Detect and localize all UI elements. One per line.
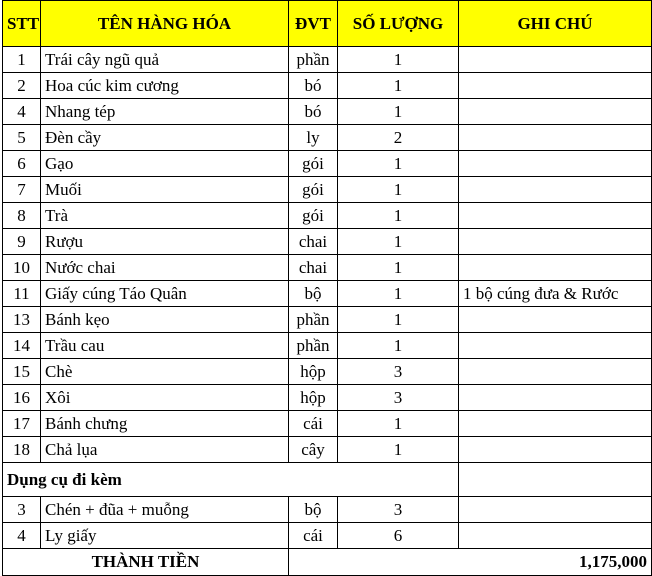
table-row [3, 73, 652, 99]
cell-unit[interactable]: phần [289, 47, 338, 73]
cell-unit[interactable]: bó [289, 99, 338, 125]
table-row [3, 333, 652, 359]
cell-unit[interactable]: ly [289, 125, 338, 151]
cell-note[interactable]: 1 bộ cúng đưa & Rước [459, 281, 652, 307]
cell-name[interactable]: Nước chai [41, 255, 289, 281]
cell-name[interactable]: Xôi [41, 385, 289, 411]
cell-stt[interactable]: 13 [3, 307, 41, 333]
cell-stt[interactable]: 6 [3, 151, 41, 177]
cell-note[interactable] [459, 47, 652, 73]
header-note[interactable]: GHI CHÚ [459, 1, 652, 47]
cell-qty[interactable]: 3 [338, 497, 459, 523]
cell-stt[interactable]: 10 [3, 255, 41, 281]
cell-unit[interactable]: phần [289, 307, 338, 333]
cell-name[interactable]: Đèn cầy [41, 125, 289, 151]
cell-qty[interactable]: 2 [338, 125, 459, 151]
section-label[interactable]: Dụng cụ đi kèm [3, 463, 459, 497]
cell-note[interactable] [459, 99, 652, 125]
header-row [3, 1, 652, 47]
cell-qty[interactable]: 1 [338, 411, 459, 437]
cell-stt[interactable]: 3 [3, 497, 41, 523]
cell-unit[interactable]: cái [289, 523, 338, 549]
cell-note[interactable] [459, 125, 652, 151]
cell-name[interactable]: Chả lụa [41, 437, 289, 463]
cell-name[interactable]: Gạo [41, 151, 289, 177]
cell-note[interactable] [459, 307, 652, 333]
cell-qty[interactable]: 1 [338, 47, 459, 73]
table-row [3, 523, 652, 549]
cell-unit[interactable]: chai [289, 255, 338, 281]
cell-name[interactable]: Chè [41, 359, 289, 385]
total-value[interactable]: 1,175,000 [289, 549, 652, 576]
cell-note[interactable] [459, 73, 652, 99]
cell-name[interactable]: Ly giấy [41, 523, 289, 549]
cell-stt[interactable]: 16 [3, 385, 41, 411]
cell-note[interactable] [459, 385, 652, 411]
cell-name[interactable]: Nhang tép [41, 99, 289, 125]
table-row [3, 307, 652, 333]
cell-note[interactable] [459, 255, 652, 281]
cell-unit[interactable]: bộ [289, 497, 338, 523]
table-row [3, 47, 652, 73]
table-row [3, 359, 652, 385]
cell-qty[interactable]: 1 [338, 203, 459, 229]
cell-unit[interactable]: gói [289, 177, 338, 203]
table-row [3, 99, 652, 125]
cell-name[interactable]: Hoa cúc kim cương [41, 73, 289, 99]
cell-name[interactable]: Bánh chưng [41, 411, 289, 437]
cell-unit[interactable]: gói [289, 151, 338, 177]
cell-note[interactable] [459, 497, 652, 523]
cell-qty[interactable]: 1 [338, 307, 459, 333]
cell-name[interactable]: Giấy cúng Táo Quân [41, 281, 289, 307]
table-row [3, 177, 652, 203]
cell-qty[interactable]: 1 [338, 333, 459, 359]
table-row [3, 497, 652, 523]
cell-note[interactable] [459, 463, 652, 497]
cell-stt[interactable]: 1 [3, 47, 41, 73]
cell-qty[interactable]: 1 [338, 281, 459, 307]
cell-stt[interactable]: 14 [3, 333, 41, 359]
cell-stt[interactable]: 17 [3, 411, 41, 437]
cell-stt[interactable]: 8 [3, 203, 41, 229]
cell-qty[interactable]: 1 [338, 73, 459, 99]
cell-stt[interactable]: 5 [3, 125, 41, 151]
cell-qty[interactable]: 3 [338, 385, 459, 411]
cell-qty[interactable]: 1 [338, 151, 459, 177]
cell-qty[interactable]: 1 [338, 437, 459, 463]
cell-note[interactable] [459, 411, 652, 437]
table-row [3, 437, 652, 463]
total-row [3, 549, 652, 576]
table-row [3, 411, 652, 437]
cell-stt[interactable]: 7 [3, 177, 41, 203]
cell-stt[interactable]: 15 [3, 359, 41, 385]
cell-stt[interactable]: 18 [3, 437, 41, 463]
cell-name[interactable]: Bánh kẹo [41, 307, 289, 333]
cell-unit[interactable]: hộp [289, 385, 338, 411]
shopping-list-table [2, 0, 652, 576]
header-qty[interactable]: SỐ LƯỢNG [338, 1, 459, 47]
cell-note[interactable] [459, 177, 652, 203]
table-row [3, 203, 652, 229]
cell-name[interactable]: Chén + đũa + muỗng [41, 497, 289, 523]
cell-stt[interactable]: 4 [3, 99, 41, 125]
cell-unit[interactable]: chai [289, 229, 338, 255]
cell-note[interactable] [459, 203, 652, 229]
header-name[interactable]: TÊN HÀNG HÓA [41, 1, 289, 47]
cell-note[interactable] [459, 359, 652, 385]
cell-unit[interactable]: cái [289, 411, 338, 437]
table-row [3, 151, 652, 177]
header-unit[interactable]: ĐVT [289, 1, 338, 47]
cell-note[interactable] [459, 437, 652, 463]
cell-qty[interactable]: 1 [338, 99, 459, 125]
table-row [3, 229, 652, 255]
table-row [3, 281, 652, 307]
cell-name[interactable]: Trầu cau [41, 333, 289, 359]
cell-stt[interactable]: 9 [3, 229, 41, 255]
cell-qty[interactable]: 1 [338, 177, 459, 203]
cell-qty[interactable]: 1 [338, 229, 459, 255]
cell-name[interactable]: Rượu [41, 229, 289, 255]
table-row [3, 125, 652, 151]
cell-qty[interactable]: 1 [338, 255, 459, 281]
cell-name[interactable]: Trái cây ngũ quả [41, 47, 289, 73]
header-stt[interactable]: STT [3, 1, 41, 47]
cell-unit[interactable]: gói [289, 203, 338, 229]
cell-unit[interactable]: bó [289, 73, 338, 99]
cell-stt[interactable]: 2 [3, 73, 41, 99]
cell-unit[interactable]: phần [289, 333, 338, 359]
cell-unit[interactable]: cây [289, 437, 338, 463]
cell-note[interactable] [459, 229, 652, 255]
cell-stt[interactable]: 4 [3, 523, 41, 549]
cell-unit[interactable]: bộ [289, 281, 338, 307]
section-row [3, 463, 652, 497]
cell-note[interactable] [459, 151, 652, 177]
cell-note[interactable] [459, 333, 652, 359]
cell-name[interactable]: Trà [41, 203, 289, 229]
cell-qty[interactable]: 6 [338, 523, 459, 549]
total-label[interactable]: THÀNH TIỀN [3, 549, 289, 576]
table-row [3, 385, 652, 411]
cell-name[interactable]: Muối [41, 177, 289, 203]
cell-stt[interactable]: 11 [3, 281, 41, 307]
cell-qty[interactable]: 3 [338, 359, 459, 385]
cell-note[interactable] [459, 523, 652, 549]
table-row [3, 255, 652, 281]
cell-unit[interactable]: hộp [289, 359, 338, 385]
